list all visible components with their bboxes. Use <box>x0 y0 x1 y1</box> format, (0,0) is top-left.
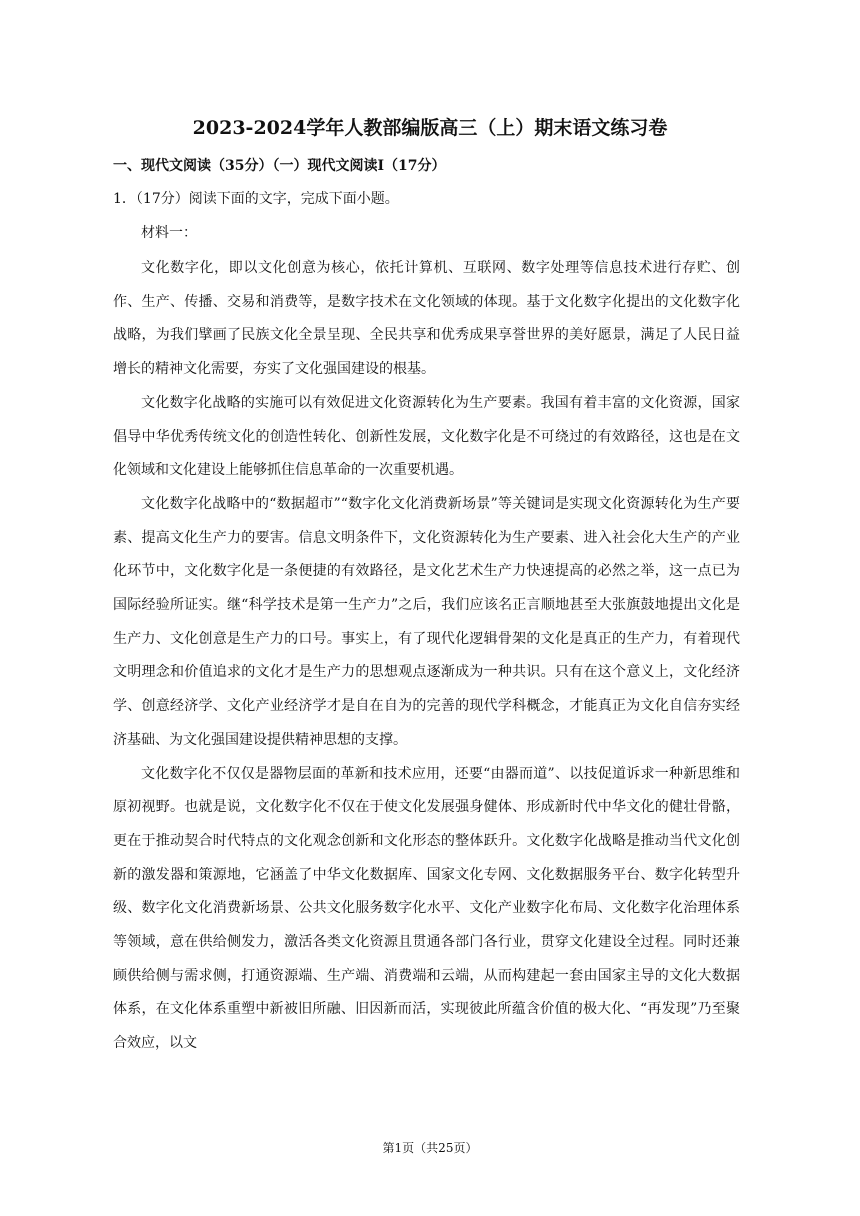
paragraph-3: 文化数字化战略中的“数据超市”“数字化文化消费新场景”等关键词是实现文化资源转化为生产要素、提高文化生产力的要害。信息文明条件下，文化资源转化为生产要素、进入社会化大生产的产业化环节中，文化数字化是一条便捷的有效路径，是文化艺术生产力快速提高的必然之举，这一点已为国际经验所证实。继“科学技术是第一生产力”之后，我们应该名正言顺地甚至大张旗鼓地提出文化是生产力、文化创意是生产力的口号。事实上，有了现代化逻辑骨架的文化是真正的生产力，有着现代文明理念和价值追求的文化才是生产力的思想观点逐渐成为一种共识。只有在这个意义上，文化经济学、创意经济学、文化产业经济学才是自在自为的完善的现代学科概念，才能真正为文化自信夯实经济基础、为文化强国建设提供精神思想的支撑。 <box>113 495 740 748</box>
paragraph-1: 文化数字化，即以文化创意为核心，依托计算机、互联网、数字处理等信息技术进行存贮、创作、生产、传播、交易和消费等，是数字技术在文化领域的体现。基于文化数字化提出的文化数字化战略，为我们擘画了民族文化全景呈现、全民共享和优秀成果享誉世界的美好愿景，满足了人民日益增长的精神文化需要，夯实了文化强国建设的根基。 <box>113 260 740 378</box>
question-intro: 1．（17分）阅读下面的文字，完成下面小题。 <box>113 191 399 207</box>
section-heading: 一、现代文阅读（35分）（一）现代文阅读I（17分） <box>113 158 446 174</box>
paragraph-2: 文化数字化战略的实施可以有效促进文化资源转化为生产要素。我国有着丰富的文化资源，国家倡导中华优秀传统文化的创造性转化、创新性发展，文化数字化是不可绕过的有效路径，这也是在文化领域和文化建设上能够抓住信息革命的一次重要机遇。 <box>113 394 740 479</box>
paragraph-4: 文化数字化不仅仅是器物层面的革新和技术应用，还要“由器而道”、以技促道诉求一种新思维和原初视野。也就是说，文化数字化不仅在于使文化发展强身健体、形成新时代中华文化的健壮骨骼，更在于推动契合时代特点的文化观念创新和文化形态的整体跃升。文化数字化战略是推动当代文化创新的激发器和策源地，它涵盖了中华文化数据库、国家文化专网、文化数据服务平台、数字化转型升级、数字化文化消费新场景、公共文化服务数字化水平、文化产业数字化布局、文化数字化治理体系等领域，意在供给侧发力，激活各类文化资源且贯通各部门各行业，贯穿文化建设全过程。同时还兼顾供给侧与需求侧，打通资源端、生产端、消费端和云端，从而构建起一套由国家主导的文化大数据体系，在文化体系重塑中新被旧所融、旧因新而活，实现彼此所蕴含价值的极大化、“再发现”乃至聚合效应，以文 <box>113 765 740 1052</box>
page-footer: 第1页（共25页） <box>382 1141 478 1155</box>
body-text <box>113 252 740 1061</box>
document-title: 2023-2024学年人教部编版高三（上）期末语文练习卷 <box>192 117 668 139</box>
material-label: 材料一： <box>141 225 197 241</box>
